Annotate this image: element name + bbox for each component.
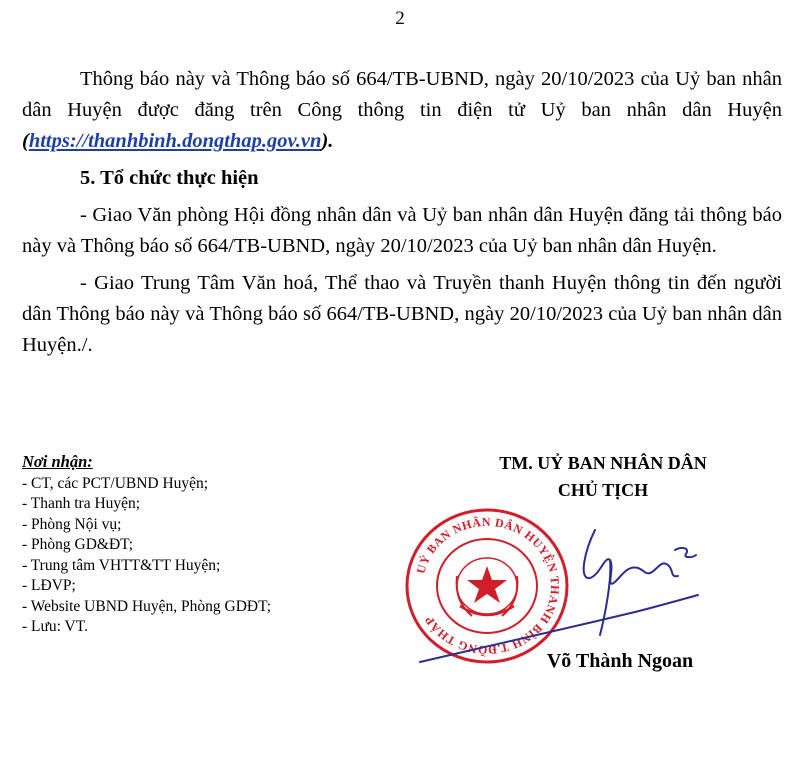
signer-name: Võ Thành Ngoan (546, 650, 694, 672)
recipient-item: - Trung tâm VHTT&TT Huyện; (22, 556, 221, 574)
section-heading: 5. Tổ chức thực hiện (80, 167, 259, 189)
publication-paragraph (22, 64, 782, 157)
recipient-item: - Website UBND Huyện, Phòng GDĐT; (22, 597, 272, 615)
svg-text:UỶ BAN NHÂN DÂN HUYỆN THANH BÌ: UỶ BAN NHÂN DÂN HUYỆN THANH BÌNH T.ĐỒNG THÁP (413, 514, 563, 658)
portal-link[interactable]: https://thanhbinh.dongthap.gov.vn (28, 130, 322, 152)
recipient-item: - Lưu: VT. (22, 618, 88, 635)
recipient-item: - CT, các PCT/UBND Huyện; (22, 474, 209, 492)
publication-end: . (328, 130, 334, 152)
recipient-item: - LĐVP; (22, 577, 76, 594)
recipient-item: - Phòng GD&ĐT; (22, 536, 134, 553)
recipients-title: Nơi nhận: (22, 452, 93, 471)
signer-org: TM. UỶ BAN NHÂN DÂN (499, 453, 707, 473)
signer-position: CHỦ TỊCH (557, 480, 649, 500)
handwritten-signature-icon (400, 520, 700, 670)
recipients-block (22, 452, 382, 638)
recipient-item: - Phòng Nội vụ; (22, 515, 122, 533)
paren-close: ) (321, 130, 329, 152)
publication-text: Thông báo này và Thông báo số 664/TB-UBND, ngày 20/10/2023 của Uỷ ban nhân dân Huyện được đăng trên Công thông tin điện tử Uỷ ban nhân dân Huyện (22, 68, 782, 121)
paren-open: ( (22, 130, 29, 152)
page-number: 2 (395, 8, 405, 29)
task-item-1: - Giao Văn phòng Hội đồng nhân dân và Uỷ ban nhân dân Huyện đăng tải thông báo này và Thông báo số 664/TB-UBND, ngày 20/10/2023 của Uỷ ban nhân dân Huyện. (22, 204, 782, 257)
recipient-item: - Thanh tra Huyện; (22, 495, 141, 512)
document-body (22, 64, 782, 361)
task-item-2: - Giao Trung Tâm Văn hoá, Thể thao và Truyền thanh Huyện thông tin đến người dân Thông báo này và Thông báo số 664/TB-UBND, ngày 20/10/2023 của Uỷ ban nhân dân Huyện./. (22, 272, 782, 356)
signer-title-block (438, 450, 768, 504)
